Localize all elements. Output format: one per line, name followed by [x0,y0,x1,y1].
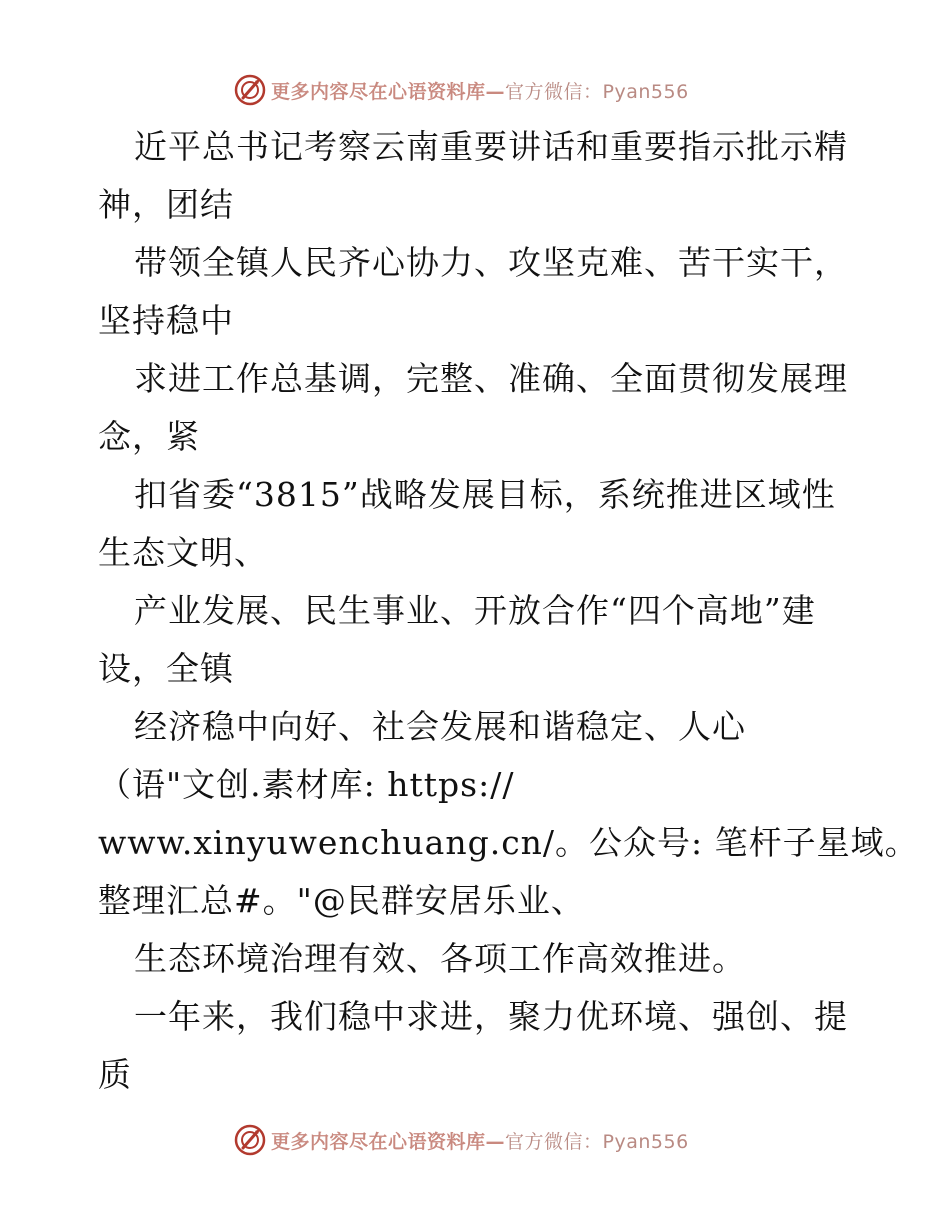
logo-icon [233,73,267,107]
banner-wechat: 官方微信：Pyan556 [505,80,689,103]
text-line: 求进工作总基调，完整、准确、全面贯彻发展理 [134,359,848,398]
text-line: 一年来，我们稳中求进，聚力优环境、强创、提 [134,997,848,1036]
text-line: 质 [98,1055,132,1094]
header-banner [233,72,753,108]
text-line: www.xinyuwenchuang.cn/。公众号: 笔杆子星域。 [98,823,919,862]
logo-icon [233,1123,267,1157]
text-line: 近平总书记考察云南重要讲话和重要指示批示精 [134,127,848,166]
text-line: 带领全镇人民齐心协力、攻坚克难、苦干实干， [134,243,848,282]
text-line: 产业发展、民生事业、开放合作“四个高地”建 [134,591,816,630]
text-line: 神，团结 [98,185,234,224]
text-line: 设，全镇 [98,649,234,688]
text-line: 整理汇总#。"@民群安居乐业、 [98,881,585,920]
text-line: 生态环境治理有效、各项工作高效推进。 [134,939,746,978]
banner-wechat: 官方微信：Pyan556 [505,1130,689,1153]
text-line: 经济稳中向好、社会发展和谐稳定、人心 [134,707,746,746]
text-line: 念，紧 [98,417,200,456]
document-body [98,118,919,1104]
text-line: （语"文创.素材库: https:// [98,765,515,804]
banner-text [271,77,689,104]
footer-banner [233,1122,753,1158]
banner-title: 更多内容尽在心语资料库— [271,1130,506,1153]
banner-title: 更多内容尽在心语资料库— [271,80,506,103]
text-line: 坚持稳中 [98,301,234,340]
banner-text [271,1127,689,1154]
text-line: 扣省委“3815”战略发展目标，系统推进区域性 [134,475,836,514]
text-line: 生态文明、 [98,533,268,572]
